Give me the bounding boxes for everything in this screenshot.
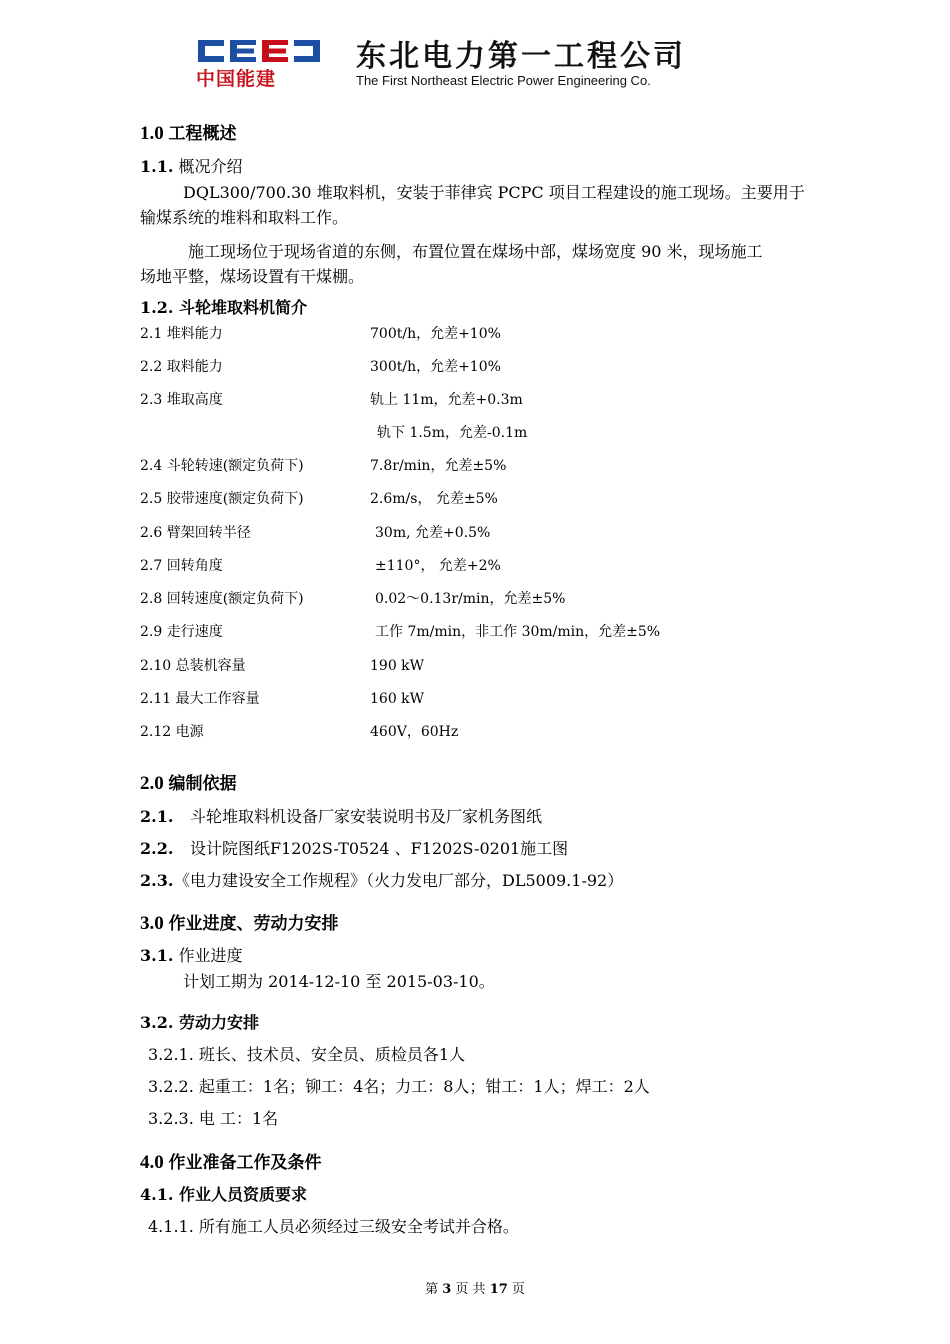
reference-text: 设计院图纸F1202S-T0524 、F1202S-0201施工图 bbox=[190, 839, 569, 858]
reference-number: 2.2. bbox=[140, 839, 174, 858]
param-value: 460V，60Hz bbox=[370, 724, 459, 740]
section-4-title: 作业准备工作及条件 bbox=[168, 1153, 322, 1173]
reference-item bbox=[140, 870, 623, 892]
current-page-number: 3 bbox=[442, 1282, 452, 1297]
letterhead bbox=[196, 40, 796, 90]
page-footer bbox=[0, 1281, 950, 1299]
param-label: 2.2 取料能力 bbox=[140, 359, 223, 375]
section-1-1-title: 概况介绍 bbox=[178, 157, 243, 176]
section-3-2-title: 劳动力安排 bbox=[178, 1013, 259, 1032]
footer-middle: 页 共 bbox=[455, 1282, 486, 1297]
param-label: 2.7 回转角度 bbox=[140, 558, 223, 574]
param-row bbox=[140, 721, 459, 743]
ceec-logo bbox=[196, 40, 326, 88]
reference-text: 《电力建设安全工作规程》（火力发电厂部分，DL5009.1-92） bbox=[174, 871, 624, 890]
footer-suffix: 页 bbox=[511, 1282, 525, 1297]
company-name-en: The First Northeast Electric Power Engineering Co. bbox=[356, 73, 651, 88]
param-label: 2.3 堆取高度 bbox=[140, 392, 223, 408]
section-3-number: 3.0 bbox=[140, 913, 164, 934]
section-1-number: 1.0 bbox=[140, 123, 164, 144]
param-label: 2.5 胶带速度(额定负荷下) bbox=[140, 491, 304, 507]
param-value: 工作 7m/min，非工作 30m/min，允差±5% bbox=[375, 624, 661, 640]
section-3-2-heading bbox=[140, 1012, 259, 1034]
param-label: 2.10 总装机容量 bbox=[140, 658, 246, 674]
param-value: 轨上 11m，允差+0.3m bbox=[370, 392, 523, 408]
total-page-count: 17 bbox=[489, 1282, 508, 1297]
footer-prefix: 第 bbox=[425, 1282, 439, 1297]
param-label: 2.12 电源 bbox=[140, 724, 204, 740]
param-row bbox=[140, 655, 425, 677]
param-label: 2.4 斗轮转速(额定负荷下) bbox=[140, 458, 304, 474]
param-value: 300t/h，允差+10% bbox=[370, 359, 501, 375]
overview-para-2-line-2: 场地平整，煤场设置有干煤棚。 bbox=[140, 267, 365, 286]
overview-para-2-line-1: 施工现场位于现场省道的东侧，布置位置在煤场中部，煤场宽度 90 米，现场施工 bbox=[188, 242, 763, 261]
section-4-1-heading bbox=[140, 1184, 307, 1206]
section-3-heading bbox=[140, 913, 339, 935]
labor-item: 3.2.3. 电 工：1名 bbox=[148, 1109, 279, 1128]
param-value: 700t/h，允差+10% bbox=[370, 326, 501, 342]
section-1-title: 工程概述 bbox=[168, 124, 237, 144]
section-3-1-title: 作业进度 bbox=[178, 946, 243, 965]
param-value: 2.6m/s， 允差±5% bbox=[370, 491, 498, 507]
param-value: 160 kW bbox=[370, 691, 425, 707]
section-3-title: 作业进度、劳动力安排 bbox=[168, 914, 339, 934]
param-value: ±110°， 允差+2% bbox=[375, 558, 501, 574]
section-3-1-heading bbox=[140, 945, 243, 967]
ceec-logo-mark bbox=[196, 40, 322, 62]
param-row bbox=[140, 621, 661, 643]
param-row bbox=[140, 389, 523, 411]
param-label: 2.6 臂架回转半径 bbox=[140, 525, 251, 541]
param-label: 2.8 回转速度(额定负荷下) bbox=[140, 591, 304, 607]
schedule-text: 计划工期为 2014-12-10 至 2015-03-10。 bbox=[183, 972, 495, 991]
section-4-heading bbox=[140, 1152, 322, 1174]
reference-text: 斗轮堆取料机设备厂家安装说明书及厂家机务图纸 bbox=[190, 807, 543, 826]
param-row bbox=[140, 455, 507, 477]
param-value: 轨下 1.5m，允差-0.1m bbox=[377, 425, 528, 441]
labor-item: 3.2.2. 起重工：1名；铆工：4名；力工：8人；钳工：1人；焊工：2人 bbox=[148, 1077, 650, 1096]
param-label: 2.11 最大工作容量 bbox=[140, 691, 260, 707]
param-label: 2.1 堆料能力 bbox=[140, 326, 223, 342]
param-row bbox=[140, 488, 498, 510]
section-1-1-number: 1.1. bbox=[140, 157, 174, 176]
section-3-2-number: 3.2. bbox=[140, 1013, 174, 1032]
param-row bbox=[140, 323, 501, 345]
section-2-heading bbox=[140, 773, 237, 795]
reference-number: 2.3. bbox=[140, 871, 174, 890]
section-1-1-heading bbox=[140, 156, 243, 178]
section-4-1-number: 4.1. bbox=[140, 1185, 174, 1204]
section-2-title: 编制依据 bbox=[168, 774, 237, 794]
param-value: 190 kW bbox=[370, 658, 425, 674]
logo-chinese-text: 中国能建 bbox=[196, 68, 277, 90]
labor-item: 3.2.1. 班长、技术员、安全员、质检员各1人 bbox=[148, 1045, 466, 1064]
section-1-2-title: 斗轮堆取料机简介 bbox=[178, 298, 307, 317]
reference-number: 2.1. bbox=[140, 807, 174, 826]
param-value: 7.8r/min，允差±5% bbox=[370, 458, 507, 474]
section-3-1-number: 3.1. bbox=[140, 946, 174, 965]
reference-item bbox=[140, 838, 568, 860]
section-1-heading bbox=[140, 123, 237, 145]
param-row bbox=[140, 356, 501, 378]
overview-para-1-line-1: DQL300/700.30 堆取料机，安装于菲律宾 PCPC 项目工程建设的施工现场。主要用于 bbox=[183, 183, 805, 202]
section-4-1-title: 作业人员资质要求 bbox=[178, 1185, 307, 1204]
param-row bbox=[140, 522, 491, 544]
param-row bbox=[140, 588, 566, 610]
reference-item bbox=[140, 806, 542, 828]
overview-para-1-line-2: 输煤系统的堆料和取料工作。 bbox=[140, 208, 349, 227]
param-label: 2.9 走行速度 bbox=[140, 624, 223, 640]
param-value: 30m, 允差+0.5% bbox=[375, 525, 491, 541]
section-4-number: 4.0 bbox=[140, 1152, 164, 1173]
company-name-cn: 东北电力第一工程公司 bbox=[356, 39, 686, 74]
section-2-number: 2.0 bbox=[140, 773, 164, 794]
param-row bbox=[140, 688, 425, 710]
qualification-item: 4.1.1. 所有施工人员必须经过三级安全考试并合格。 bbox=[148, 1217, 519, 1236]
param-value: 0.02～0.13r/min，允差±5% bbox=[375, 591, 566, 607]
section-1-2-number: 1.2. bbox=[140, 298, 174, 317]
param-row bbox=[140, 555, 501, 577]
section-1-2-heading bbox=[140, 297, 307, 319]
